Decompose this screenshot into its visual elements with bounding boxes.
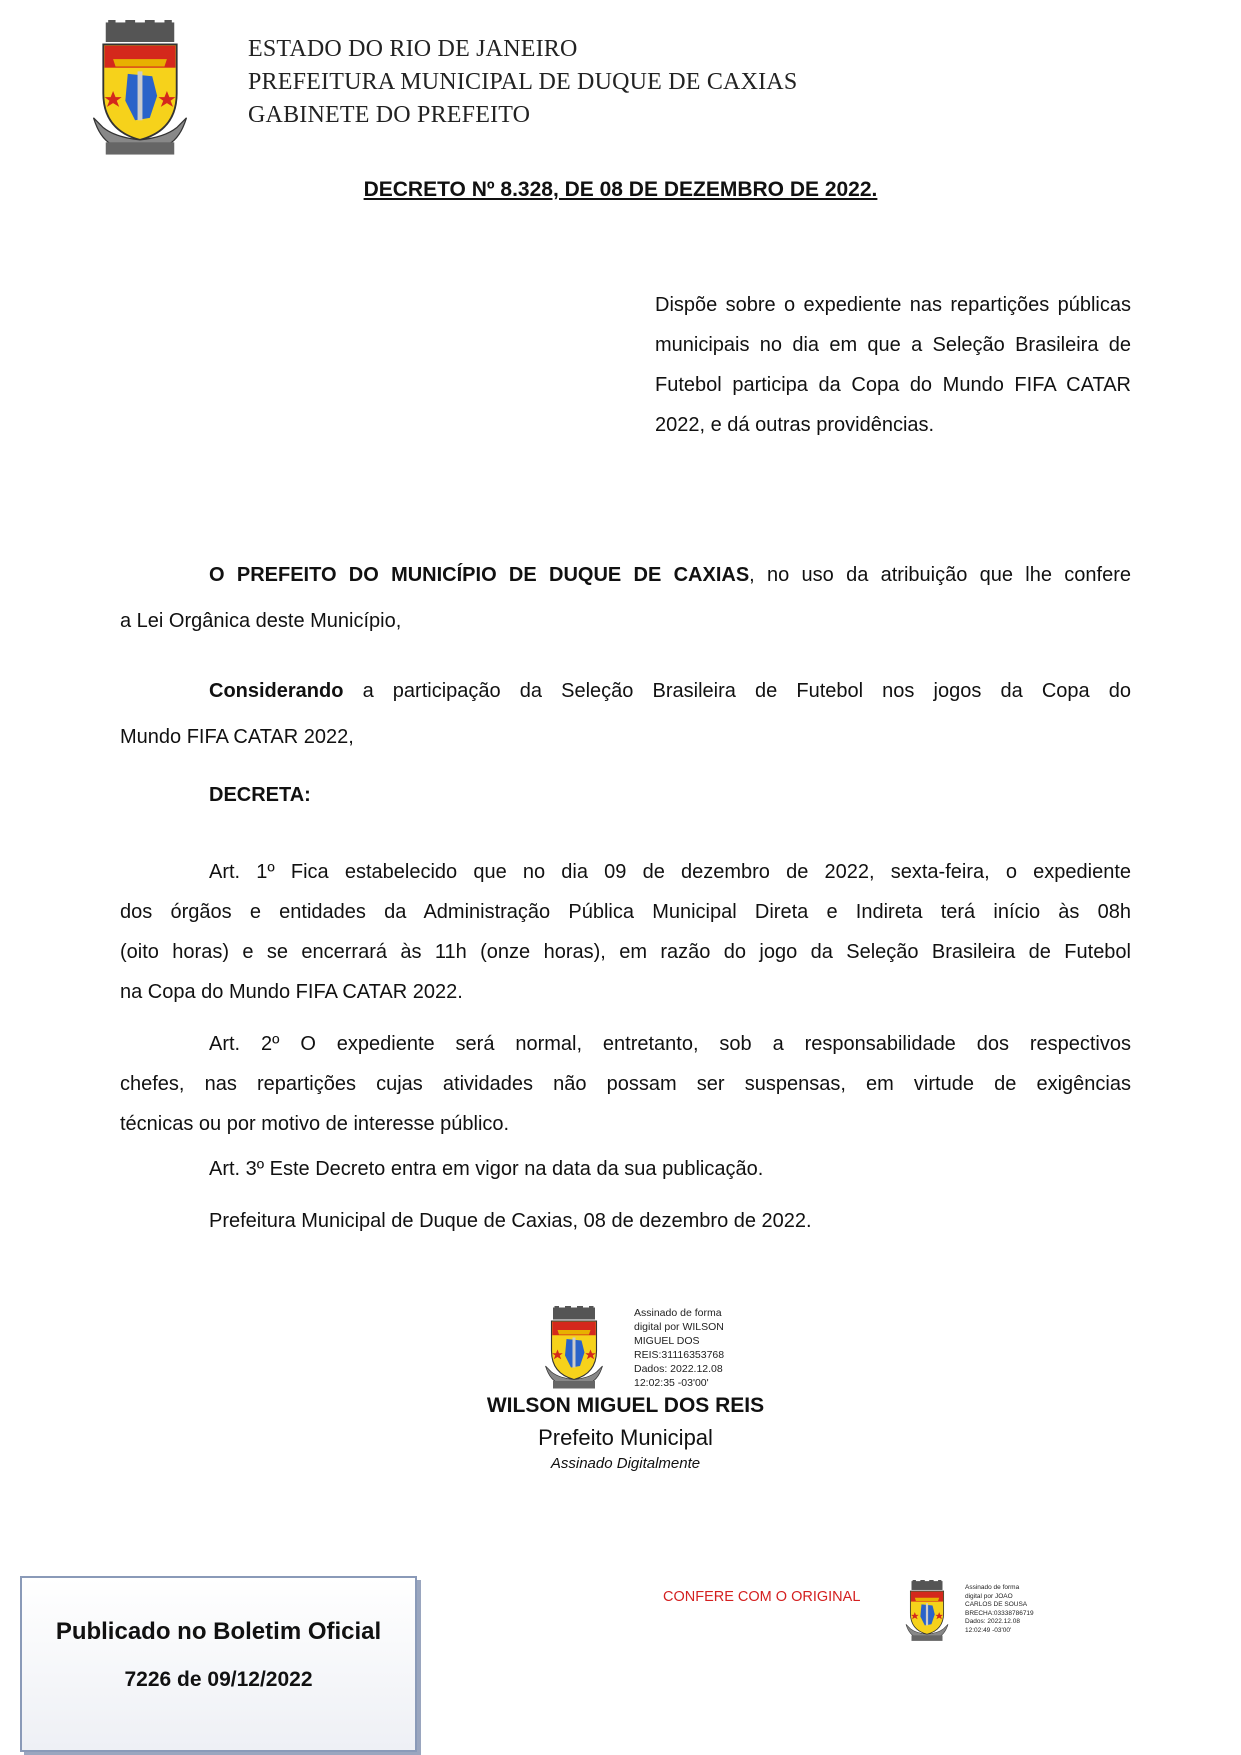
stamp-line: 12:02:35 -03'00'	[634, 1377, 709, 1389]
decreta-heading: DECRETA:	[209, 784, 311, 806]
decree-summary: Dispõe sobre o expediente nas repartições públicas municipais no dia em que a Seleção Brasileira de Futebol participa da Copa do Mundo FIFA CATAR 2022, e dá outras providências.	[655, 294, 1131, 436]
intro-line2: a Lei Orgânica deste Município,	[120, 610, 402, 632]
publication-line2: 7226 de 09/12/2022	[124, 1668, 313, 1691]
closing-line: Prefeitura Municipal de Duque de Caxias, 08 de dezembro de 2022.	[209, 1210, 812, 1232]
intro-bold: O PREFEITO DO MUNICÍPIO DE DUQUE DE CAXIAS	[209, 564, 750, 586]
header-office: GABINETE DO PREFEITO	[248, 102, 531, 128]
considering-bold: Considerando	[209, 680, 344, 702]
article-1	[120, 852, 1131, 1012]
art1-line: dos órgãos e entidades da Administração Pública Municipal Direta e Indireta terá início às 08h	[120, 901, 1131, 923]
stamp-line: REIS:31116353768	[634, 1349, 725, 1361]
art2-line: técnicas ou por motivo de interesse público.	[120, 1113, 510, 1135]
art2-line: chefes, nas repartições cujas atividades não possam ser suspensas, em virtude de exigências	[120, 1073, 1131, 1095]
mayor-digital-signature-stamp	[634, 1306, 724, 1390]
stamp-line: Assinado de forma	[634, 1307, 722, 1319]
publication-line1: Publicado no Boletim Oficial	[55, 1618, 382, 1645]
municipal-coat-of-arms-logo	[90, 20, 190, 162]
stamp-line: CARLOS DE SOUSA	[965, 1601, 1028, 1608]
art1-line: na Copa do Mundo FIFA CATAR 2022.	[120, 981, 463, 1003]
article-3: Art. 3º Este Decreto entra em vigor na data da sua publicação.	[209, 1158, 764, 1180]
art1-line: (oito horas) e se encerrará às 11h (onze horas), em razão do jogo da Seleção Brasileira de Futebol	[120, 941, 1131, 963]
art2-line: Art. 2º O expediente será normal, entretanto, sob a responsabilidade dos respectivos	[209, 1033, 1131, 1055]
stamp-line: digital por JOAO	[965, 1592, 1013, 1600]
stamp-line: BRECHA:03338786719	[965, 1609, 1034, 1617]
considering-paragraph	[120, 668, 1131, 760]
confere-digital-signature-stamp	[965, 1584, 1034, 1635]
stamp-line: Assinado de forma	[965, 1584, 1020, 1591]
art1-line: Art. 1º Fica estabelecido que no dia 09 de dezembro de 2022, sexta-feira, o expediente	[209, 861, 1131, 883]
header-prefecture: PREFEITURA MUNICIPAL DE DUQUE DE CAXIAS	[248, 69, 798, 95]
stamp-line: Dados: 2022.12.08	[634, 1363, 723, 1375]
intro-paragraph	[120, 552, 1131, 644]
confere-com-original-label: CONFERE COM O ORIGINAL	[663, 1589, 861, 1605]
stamp-line: digital por WILSON	[634, 1321, 724, 1333]
signature-seal-icon	[541, 1306, 607, 1395]
stamp-line: Dados: 2022.12.08	[965, 1618, 1020, 1625]
article-2	[120, 1024, 1131, 1144]
signer-name: WILSON MIGUEL DOS REIS	[486, 1394, 765, 1417]
publication-box	[20, 1576, 417, 1752]
considering-rest: a participação da Seleção Brasileira de Futebol nos jogos da Copa do	[343, 680, 1131, 702]
considering-line2: Mundo FIFA CATAR 2022,	[120, 726, 354, 748]
stamp-line: MIGUEL DOS	[634, 1335, 700, 1347]
signed-digitally-note: Assinado Digitalmente	[550, 1455, 701, 1472]
header-state: ESTADO DO RIO DE JANEIRO	[248, 36, 578, 62]
intro-rest: , no uso da atribuição que lhe confere	[749, 564, 1131, 586]
confere-seal-icon	[904, 1580, 950, 1647]
stamp-line: 12:02:49 -03'00'	[965, 1626, 1012, 1634]
decree-title	[0, 178, 1241, 202]
decree-title-text: DECRETO Nº 8.328, DE 08 DE DEZEMBRO DE 2022.	[363, 178, 878, 201]
signer-role: Prefeito Municipal	[538, 1425, 713, 1450]
